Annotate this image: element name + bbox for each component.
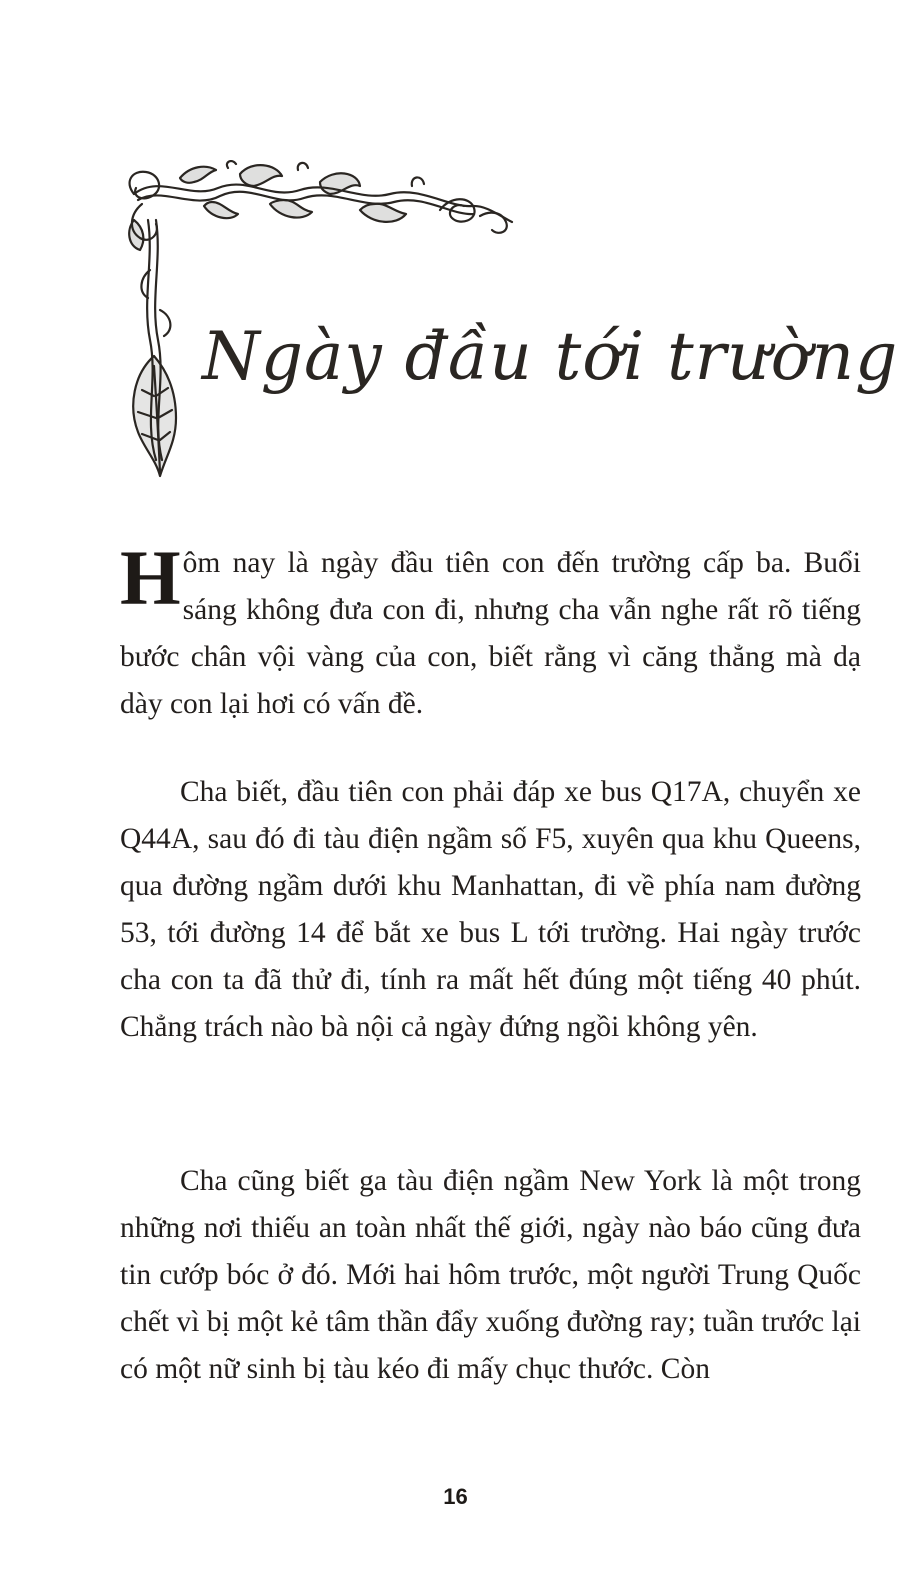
paragraph-2-text: Cha biết, đầu tiên con phải đáp xe bus Q17A, chuyển xe Q44A, sau đó đi tàu điện ngầm số F5, xuyên qua khu Queens, qua đường ngầm dưới khu Manhattan, đi về phía nam đường 53, tới đường 14 để bắt xe bus L tới trường. Hai ngày trước cha con ta đã thử đi, tính ra mất hết đúng một tiếng 40 phút. Chẳng trách nào bà nội cả ngày đứng ngồi không yên.: [120, 776, 861, 1043]
paragraph-2: [120, 769, 861, 1051]
paragraph-1-body: ôm nay là ngày đầu tiên con đến trường cấp ba. Buổi sáng không đưa con đi, nhưng cha vẫn nghe rất rõ tiếng bước chân vội vàng của con, biết rằng vì căng thẳng mà dạ dày con lại hơi có vấn đề.: [120, 547, 861, 720]
drop-cap: H: [120, 534, 181, 621]
paragraph-3: [120, 1158, 861, 1393]
paragraph-1: [120, 534, 861, 728]
paragraph-1-text: [120, 534, 861, 728]
paragraph-3-text: Cha cũng biết ga tàu điện ngầm New York là một trong những nơi thiếu an toàn nhất thế giới, ngày nào báo cũng đưa tin cướp bóc ở đó. Mới hai hôm trước, một người Trung Quốc chết vì bị một kẻ tâm thần đẩy xuống đường ray; tuần trước lại có một nữ sinh bị tàu kéo đi mấy chục thước. Còn: [120, 1165, 861, 1385]
chapter-title: Ngày đầu tới trường: [202, 318, 899, 395]
page-number: 16: [443, 1484, 468, 1509]
